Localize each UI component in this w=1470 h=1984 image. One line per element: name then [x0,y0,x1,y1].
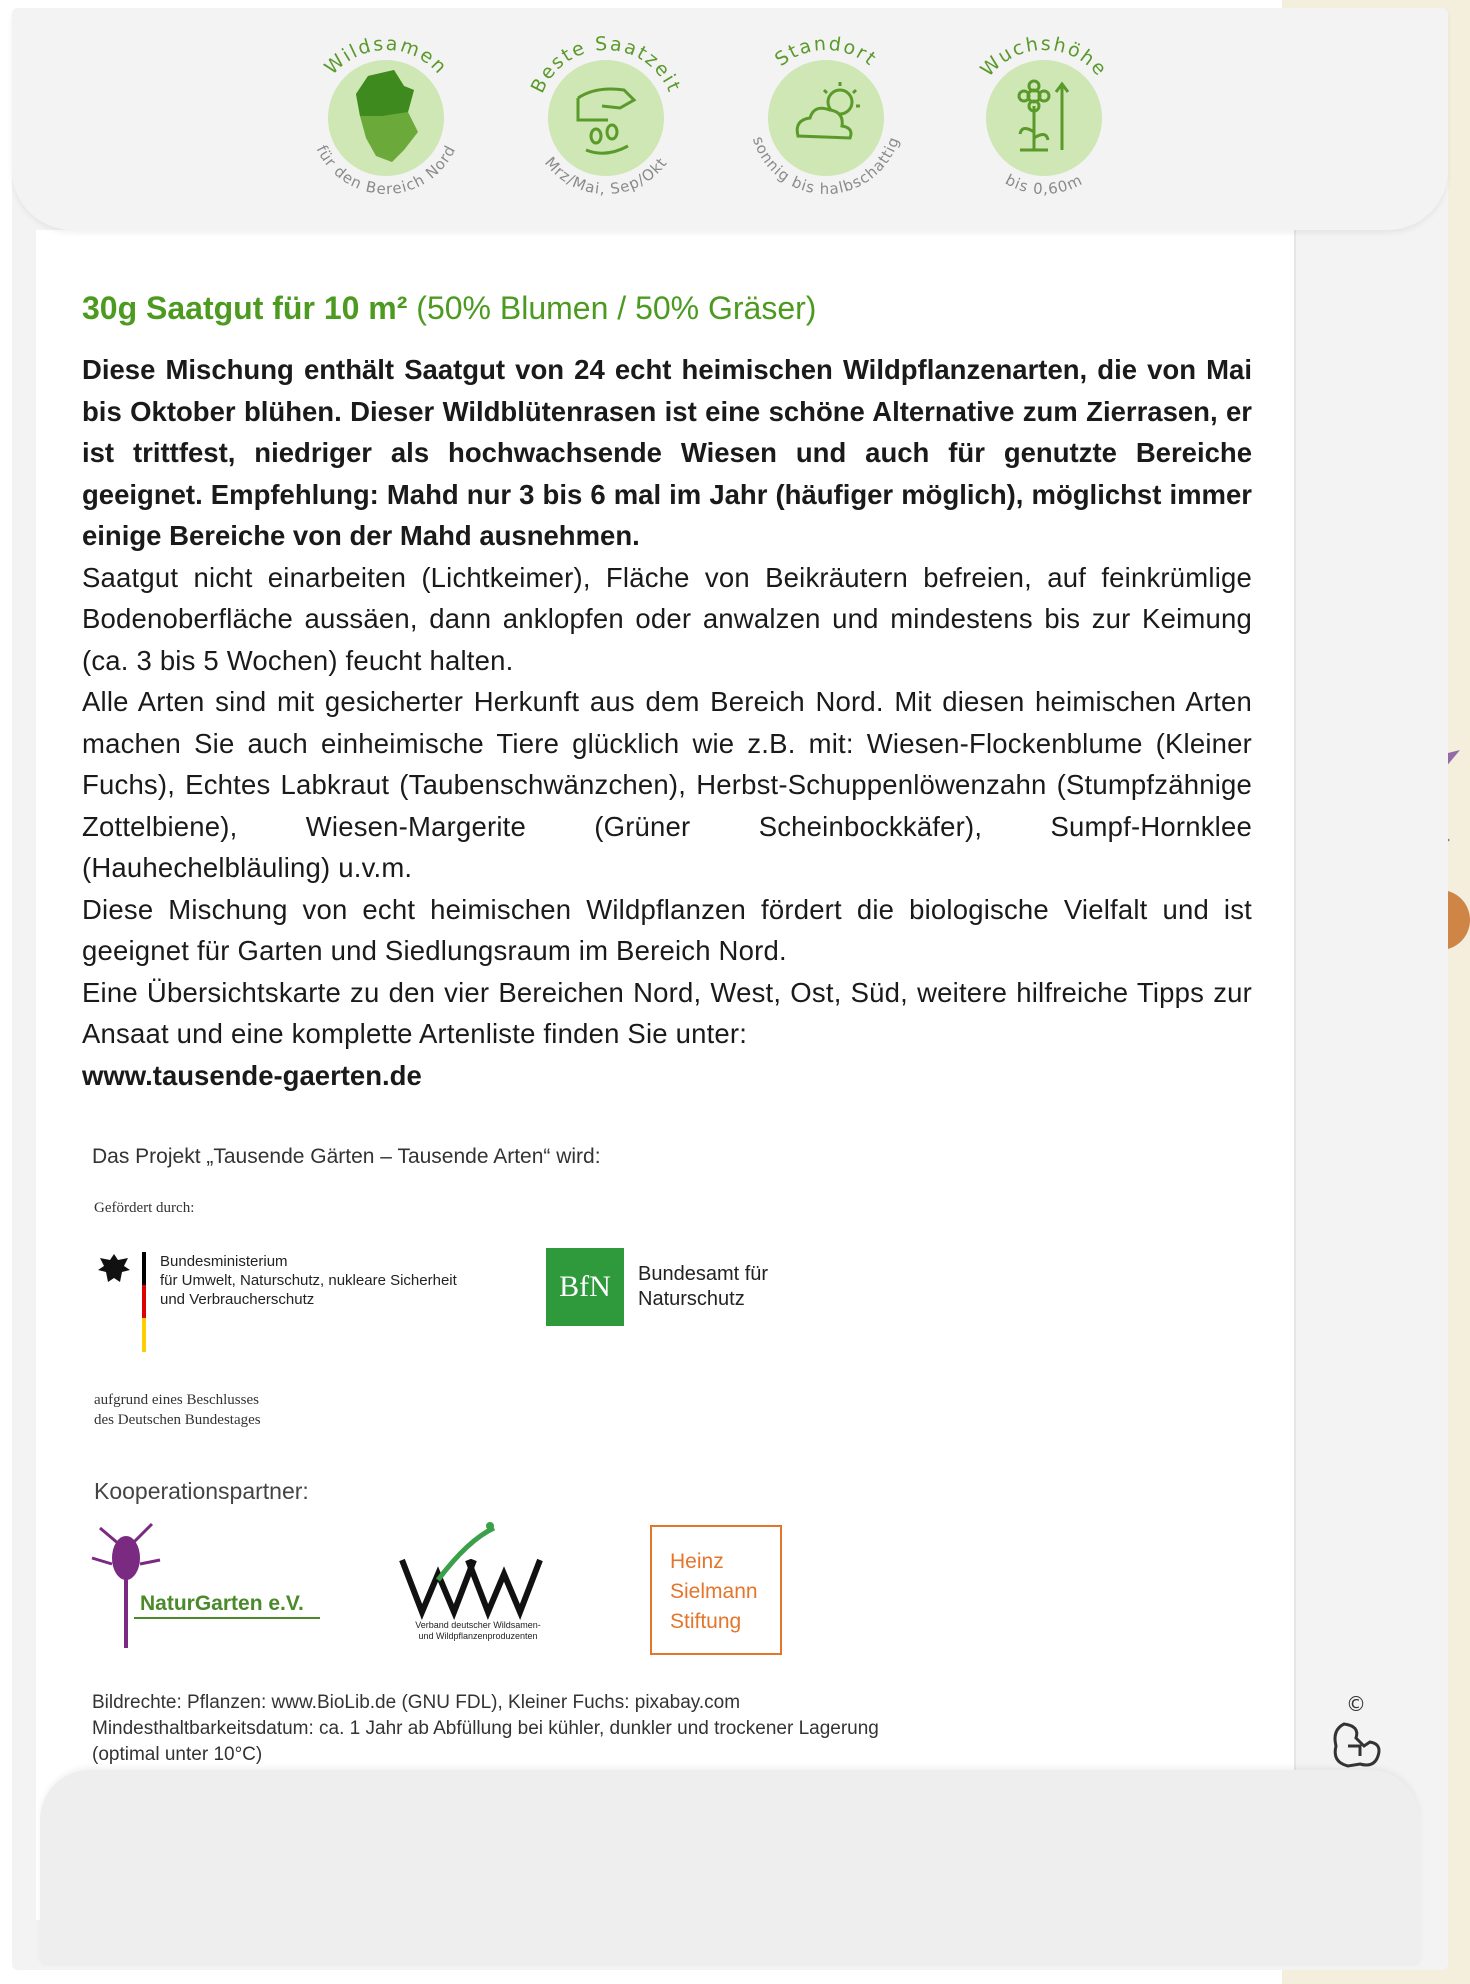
species-paragraph: Alle Arten sind mit gesicherter Herkunft aus dem Bereich Nord. Mit diesen heimischen Arten machen Sie auch einheimische Tiere glücklich wie z.B. mit: Wiesen-Flockenblume (Kleiner Fuchs), Echtes Labkraut (Taubenschwänzchen), Herbst-Schuppenlöwenzahn (Stumpfzähnige Zottelbiene), Wiesen-Margerite (Grüner Scheinbockkäfer), Sumpf-Hornklee (Hauhechelbläuling) u.v.m. [82,686,1252,883]
headline-light: (50% Blumen / 50% Gräser) [407,290,817,326]
bundestag-resolution: aufgrund eines Beschlusses des Deutschen Bundestages [94,1392,261,1428]
badge-wuchshoehe [954,28,1134,208]
website-link[interactable]: www.tausende-gaerten.de [82,1059,422,1091]
copyright-symbol: © [1346,1692,1366,1716]
funded-by-label: Gefördert durch: [94,1200,195,1216]
image-credits [92,1690,879,1768]
packet-bottom-flap [40,1770,1420,1966]
badge-standort [736,28,916,208]
vww-logo [398,1520,558,1650]
headline-bold: 30g Saatgut für 10 m² [82,290,408,326]
vww-mark-icon [398,1520,558,1620]
badge-top-label: Wuchshöhe [976,32,1112,82]
vww-name: Verband deutscher Wildsamen- und Wildpflanzenproduzenten [415,1620,541,1641]
badge-wildsamen [296,28,476,208]
german-flag-bar [142,1252,146,1352]
badge-saatzeit [516,28,696,208]
badge-bottom-label: bis 0,60m [1002,170,1086,199]
badge-bottom-label: für den Bereich Nord [312,141,460,199]
sielmann-logo [650,1525,782,1655]
intro-paragraph: Diese Mischung enthält Saatgut von 24 echt heimischen Wildpflanzenarten, die von Mai bis Oktober blühen. Dieser Wildblütenrasen ist eine schöne Alternative zum Zierrasen, er ist trittfest, niedriger als hochwachsende Wiesen und auch für genutzte Bereiche geeignet. Empfehlung: Mahd nur 3 bis 6 mal im Jahr (häufiger möglich), möglichst immer einige Bereiche von der Mahd ausnehmen. [82,354,1252,551]
copyright-mark [1326,1692,1386,1782]
naturgarten-name: NaturGarten e.V. [140,1592,304,1615]
partners-label: Kooperationspartner: [94,1478,309,1504]
project-intro: Das Projekt „Tausende Gärten – Tausende Arten“ wird: [92,1145,601,1168]
overview-paragraph: Eine Übersichtskarte zu den vier Bereichen Nord, West, Ost, Süd, weitere hilfreiche Tipps zur Ansaat und eine komplette Artenliste finden Sie unter: [82,976,1252,1049]
packet-top-flap [12,8,1448,230]
badge-bottom-label: Mrz/Mai, Sep/Okt [541,153,671,199]
storage-line: (optimal unter 10°C) [92,1744,263,1765]
logo-mark-icon [1326,1716,1386,1776]
bfn-logo [546,1248,624,1326]
bfn-name: Bundesamt für Naturschutz [638,1263,769,1310]
expiry-line: Mindesthaltbarkeitsdatum: ca. 1 Jahr ab Abfüllung bei kühler, dunkler und trockener Lagerung [92,1718,879,1739]
badge-top-label: Wildsamen [320,32,452,80]
naturgarten-logo [90,1520,330,1650]
bfn-letters: BfN [559,1270,611,1303]
sielmann-name: Heinz Sielmann Stiftung [670,1550,758,1633]
credits-line: Bildrechte: Pflanzen: www.BioLib.de (GNU FDL), Kleiner Fuchs: pixabay.com [92,1692,741,1713]
badge-bottom-label: sonnig bis halbschattig [748,133,904,199]
diversity-paragraph: Diese Mischung von echt heimischen Wildpflanzen fördert die biologische Vielfalt und ist geeignet für Garten und Siedlungsraum im Bereich Nord. [82,893,1252,966]
main-text [82,290,1252,1096]
badge-top-label: Standort [770,32,882,71]
sowing-paragraph: Saatgut nicht einarbeiten (Lichtkeimer), Fläche von Beikräutern befreien, auf feinkrümlige Bodenoberfläche aussäen, dann anklopfen oder anwalzen und mindestens bis zur Keimung (ca. 3 bis 5 Wochen) feucht halten. [82,561,1252,676]
teasel-icon [90,1520,330,1650]
federal-eagle-icon [94,1250,134,1290]
bmu-name: Bundesministerium für Umwelt, Naturschutz, nukleare Sicherheit und Verbraucherschutz [160,1253,457,1308]
badge-top-label: Beste Saatzeit [526,32,686,97]
headline [82,290,1252,327]
bmu-logo [94,1250,514,1360]
